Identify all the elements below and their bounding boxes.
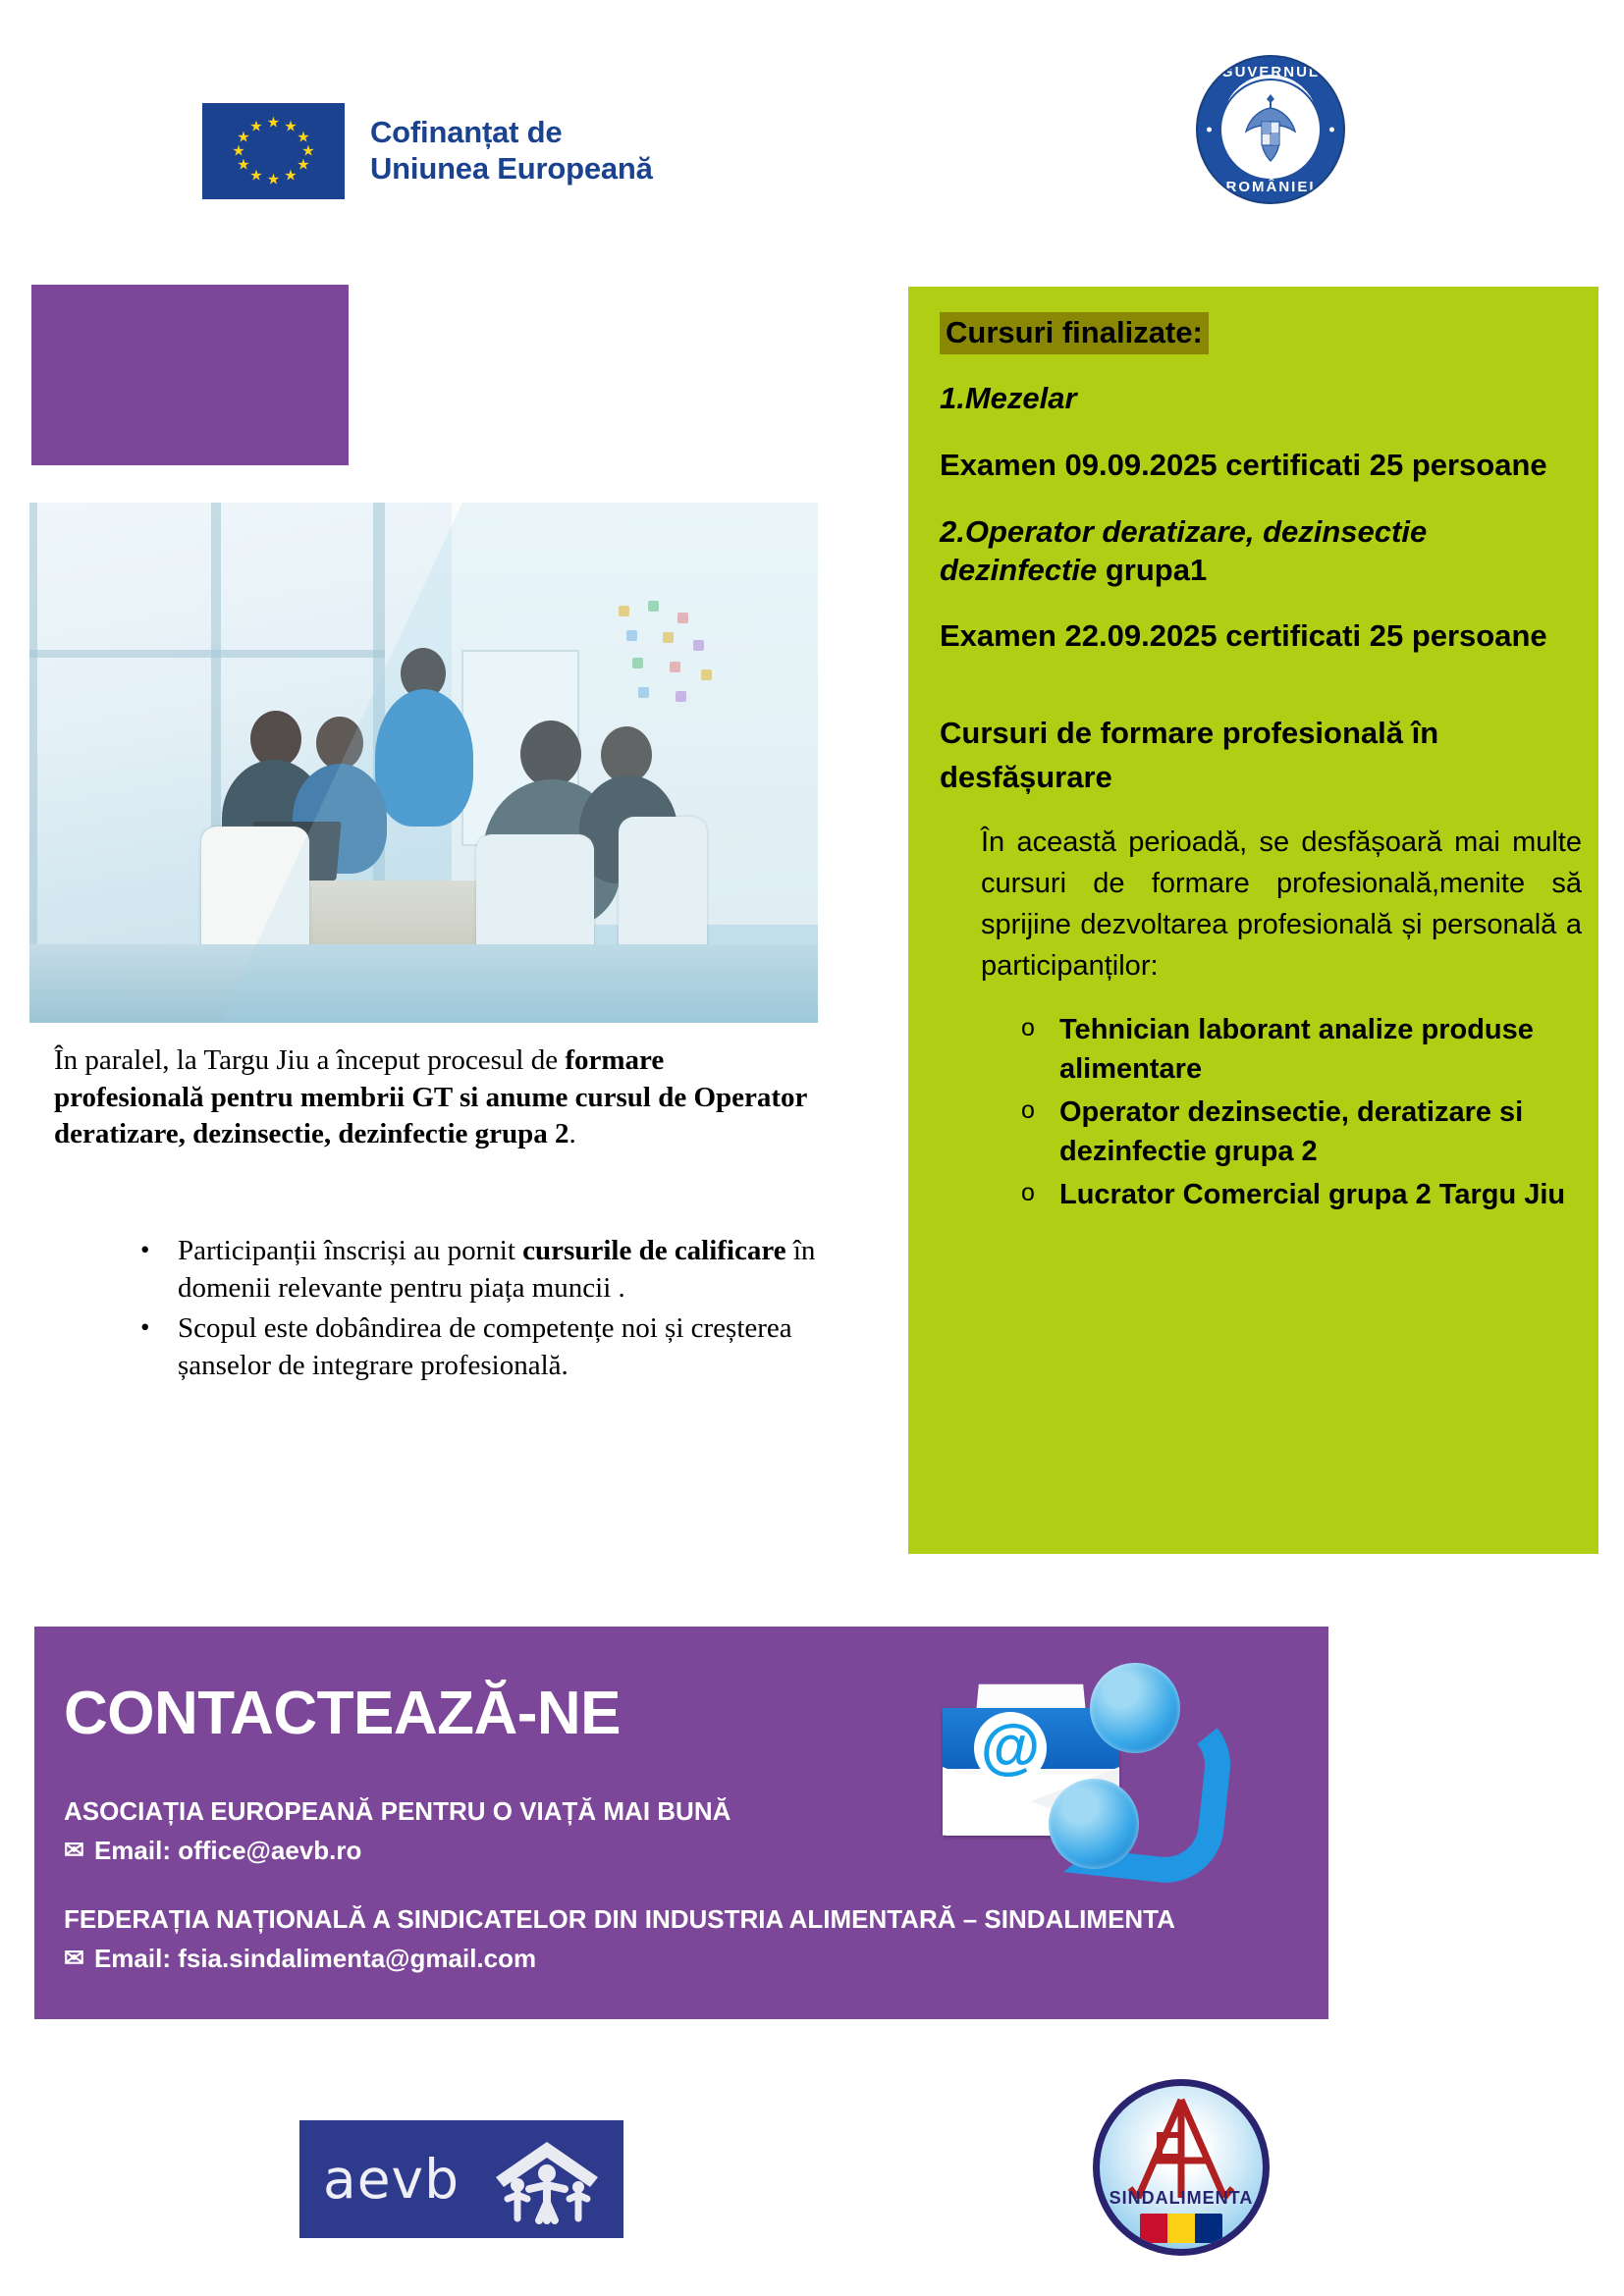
romanian-government-seal-icon <box>1196 55 1345 204</box>
bullet-dot-icon: • <box>140 1312 150 1343</box>
contact-email-1-row[interactable] <box>64 1836 361 1866</box>
handset-mouthpiece <box>1049 1779 1139 1869</box>
ongoing-courses-title: Cursuri de formare profesională în desfășurare <box>940 716 1439 795</box>
seal-dot-left <box>1207 128 1212 133</box>
phone-handset-icon <box>1049 1663 1186 1869</box>
seal-bottom-text: ROMÂNIEI <box>1225 179 1316 195</box>
eu-flag-icon: ★ ★ ★ ★ ★ ★ ★ ★ ★ ★ ★ ★ <box>202 103 345 199</box>
sindalimenta-logo-text: SINDALIMENTA <box>1109 2188 1254 2208</box>
handset-earpiece <box>1090 1663 1180 1753</box>
finished-course-2-exam: Examen 22.09.2025 certificati 25 persoane <box>940 618 1547 654</box>
envelope-icon: ✉ <box>64 1945 84 1972</box>
finished-course-1-title <box>940 380 1567 418</box>
green-info-panel <box>908 287 1598 1554</box>
finished-course-1-exam: Examen 09.09.2025 certificati 25 persoane <box>940 447 1547 482</box>
contact-section <box>34 1627 1328 2019</box>
list-item <box>54 1310 830 1384</box>
left-bullet-list <box>54 1233 830 1389</box>
list-item <box>940 1010 1567 1089</box>
training-meeting-photo <box>29 503 818 1023</box>
green-panel-heading-wrap <box>940 312 1567 354</box>
header-logos-band <box>0 0 1624 265</box>
finished-course-2-name: Operator deratizare, dezinsectie dezinfectie <box>940 513 1428 587</box>
finished-course-2-number: 2. <box>940 513 965 549</box>
finished-course-1-number: 1. <box>940 381 965 416</box>
bullet-1-post: în domenii relevante pentru piața muncii . <box>178 1235 816 1304</box>
eu-logo-line2: Uniunea Europeană <box>370 151 653 186</box>
bullet-1-pre: Participanții înscriși au pornit <box>178 1235 523 1266</box>
ongoing-course-1-label: Tehnician laborant analize produse alimentare <box>1059 1014 1534 1086</box>
circle-bullet-icon: o <box>1021 1014 1035 1042</box>
seal-dot-right <box>1329 128 1334 133</box>
bullet-2-pre: Scopul este dobândirea de competențe noi și creșterea șanselor de integrare profesională. <box>178 1312 792 1382</box>
list-item <box>940 1175 1567 1214</box>
finished-course-2-suffix: grupa1 <box>1097 552 1208 587</box>
circle-bullet-icon: o <box>1021 1096 1035 1125</box>
ongoing-courses-list <box>940 1010 1567 1214</box>
ongoing-course-3-label: Lucrator Comercial grupa 2 Targu Jiu <box>1059 1179 1566 1211</box>
contact-email-2-text[interactable]: Email: fsia.sindalimenta@gmail.com <box>93 1944 537 1973</box>
envelope-flap-left <box>943 1767 1031 1836</box>
contact-email-1-text[interactable]: Email: office@aevb.ro <box>93 1836 362 1865</box>
left-paragraph-bold: formare profesională pentru membrii GT si anume cursul de Operator deratizare, dezinsectie, dezinfectie grupa 2 <box>54 1044 807 1150</box>
eagle-crest-icon <box>1234 90 1307 169</box>
bullet-1-bold: cursurile de calificare <box>522 1235 786 1266</box>
eu-cofinancing-logo <box>202 103 653 199</box>
ongoing-courses-body: În această perioadă, se desfășoară mai multe cursuri de formare profesională,menite să sprijine dezvoltarea profesională și personală a participanților: <box>981 827 1582 983</box>
aevb-logo <box>299 2120 623 2238</box>
ongoing-course-2-label: Operator dezinsectie, deratizare si dezinfectie grupa 2 <box>1059 1096 1524 1168</box>
left-paragraph <box>54 1042 820 1153</box>
eu-logo-text <box>370 115 653 187</box>
left-paragraph-post: . <box>568 1118 576 1150</box>
contact-org-1-name: ASOCIAȚIA EUROPEANĂ PENTRU O VIAȚĂ MAI BUNĂ <box>64 1796 731 1826</box>
eu-logo-line1: Cofinanțat de <box>370 115 563 150</box>
green-panel-heading: Cursuri finalizate: <box>940 312 1209 354</box>
finished-course-1-name: Mezelar <box>964 381 1077 416</box>
purple-decorative-block <box>31 285 349 465</box>
aevb-house-people-icon <box>488 2134 606 2224</box>
circle-bullet-icon: o <box>1021 1179 1035 1207</box>
contact-title: CONTACTEAZĂ-NE <box>64 1680 622 1747</box>
email-phone-graphic <box>923 1651 1208 1896</box>
bullet-dot-icon: • <box>140 1235 150 1264</box>
finished-course-2-title <box>940 513 1567 590</box>
list-item <box>940 1093 1567 1171</box>
aevb-logo-text: aevb <box>323 2148 460 2211</box>
contact-org-2-name: FEDERAȚIA NAȚIONALĂ A SINDICATELOR DIN INDUSTRIA ALIMENTARĂ – SINDALIMENTA <box>64 1904 1175 1934</box>
envelope-icon: ✉ <box>64 1837 84 1864</box>
seal-top-text: GUVERNUL <box>1220 64 1321 80</box>
list-item <box>54 1233 830 1307</box>
contact-email-2-row[interactable] <box>64 1944 536 1974</box>
left-paragraph-pre: În paralel, la Targu Jiu a început procesul de <box>54 1044 566 1076</box>
sindalimenta-logo <box>1093 2079 1270 2256</box>
at-symbol-icon: @ <box>974 1712 1047 1785</box>
romania-flag-icon <box>1140 2214 1222 2243</box>
